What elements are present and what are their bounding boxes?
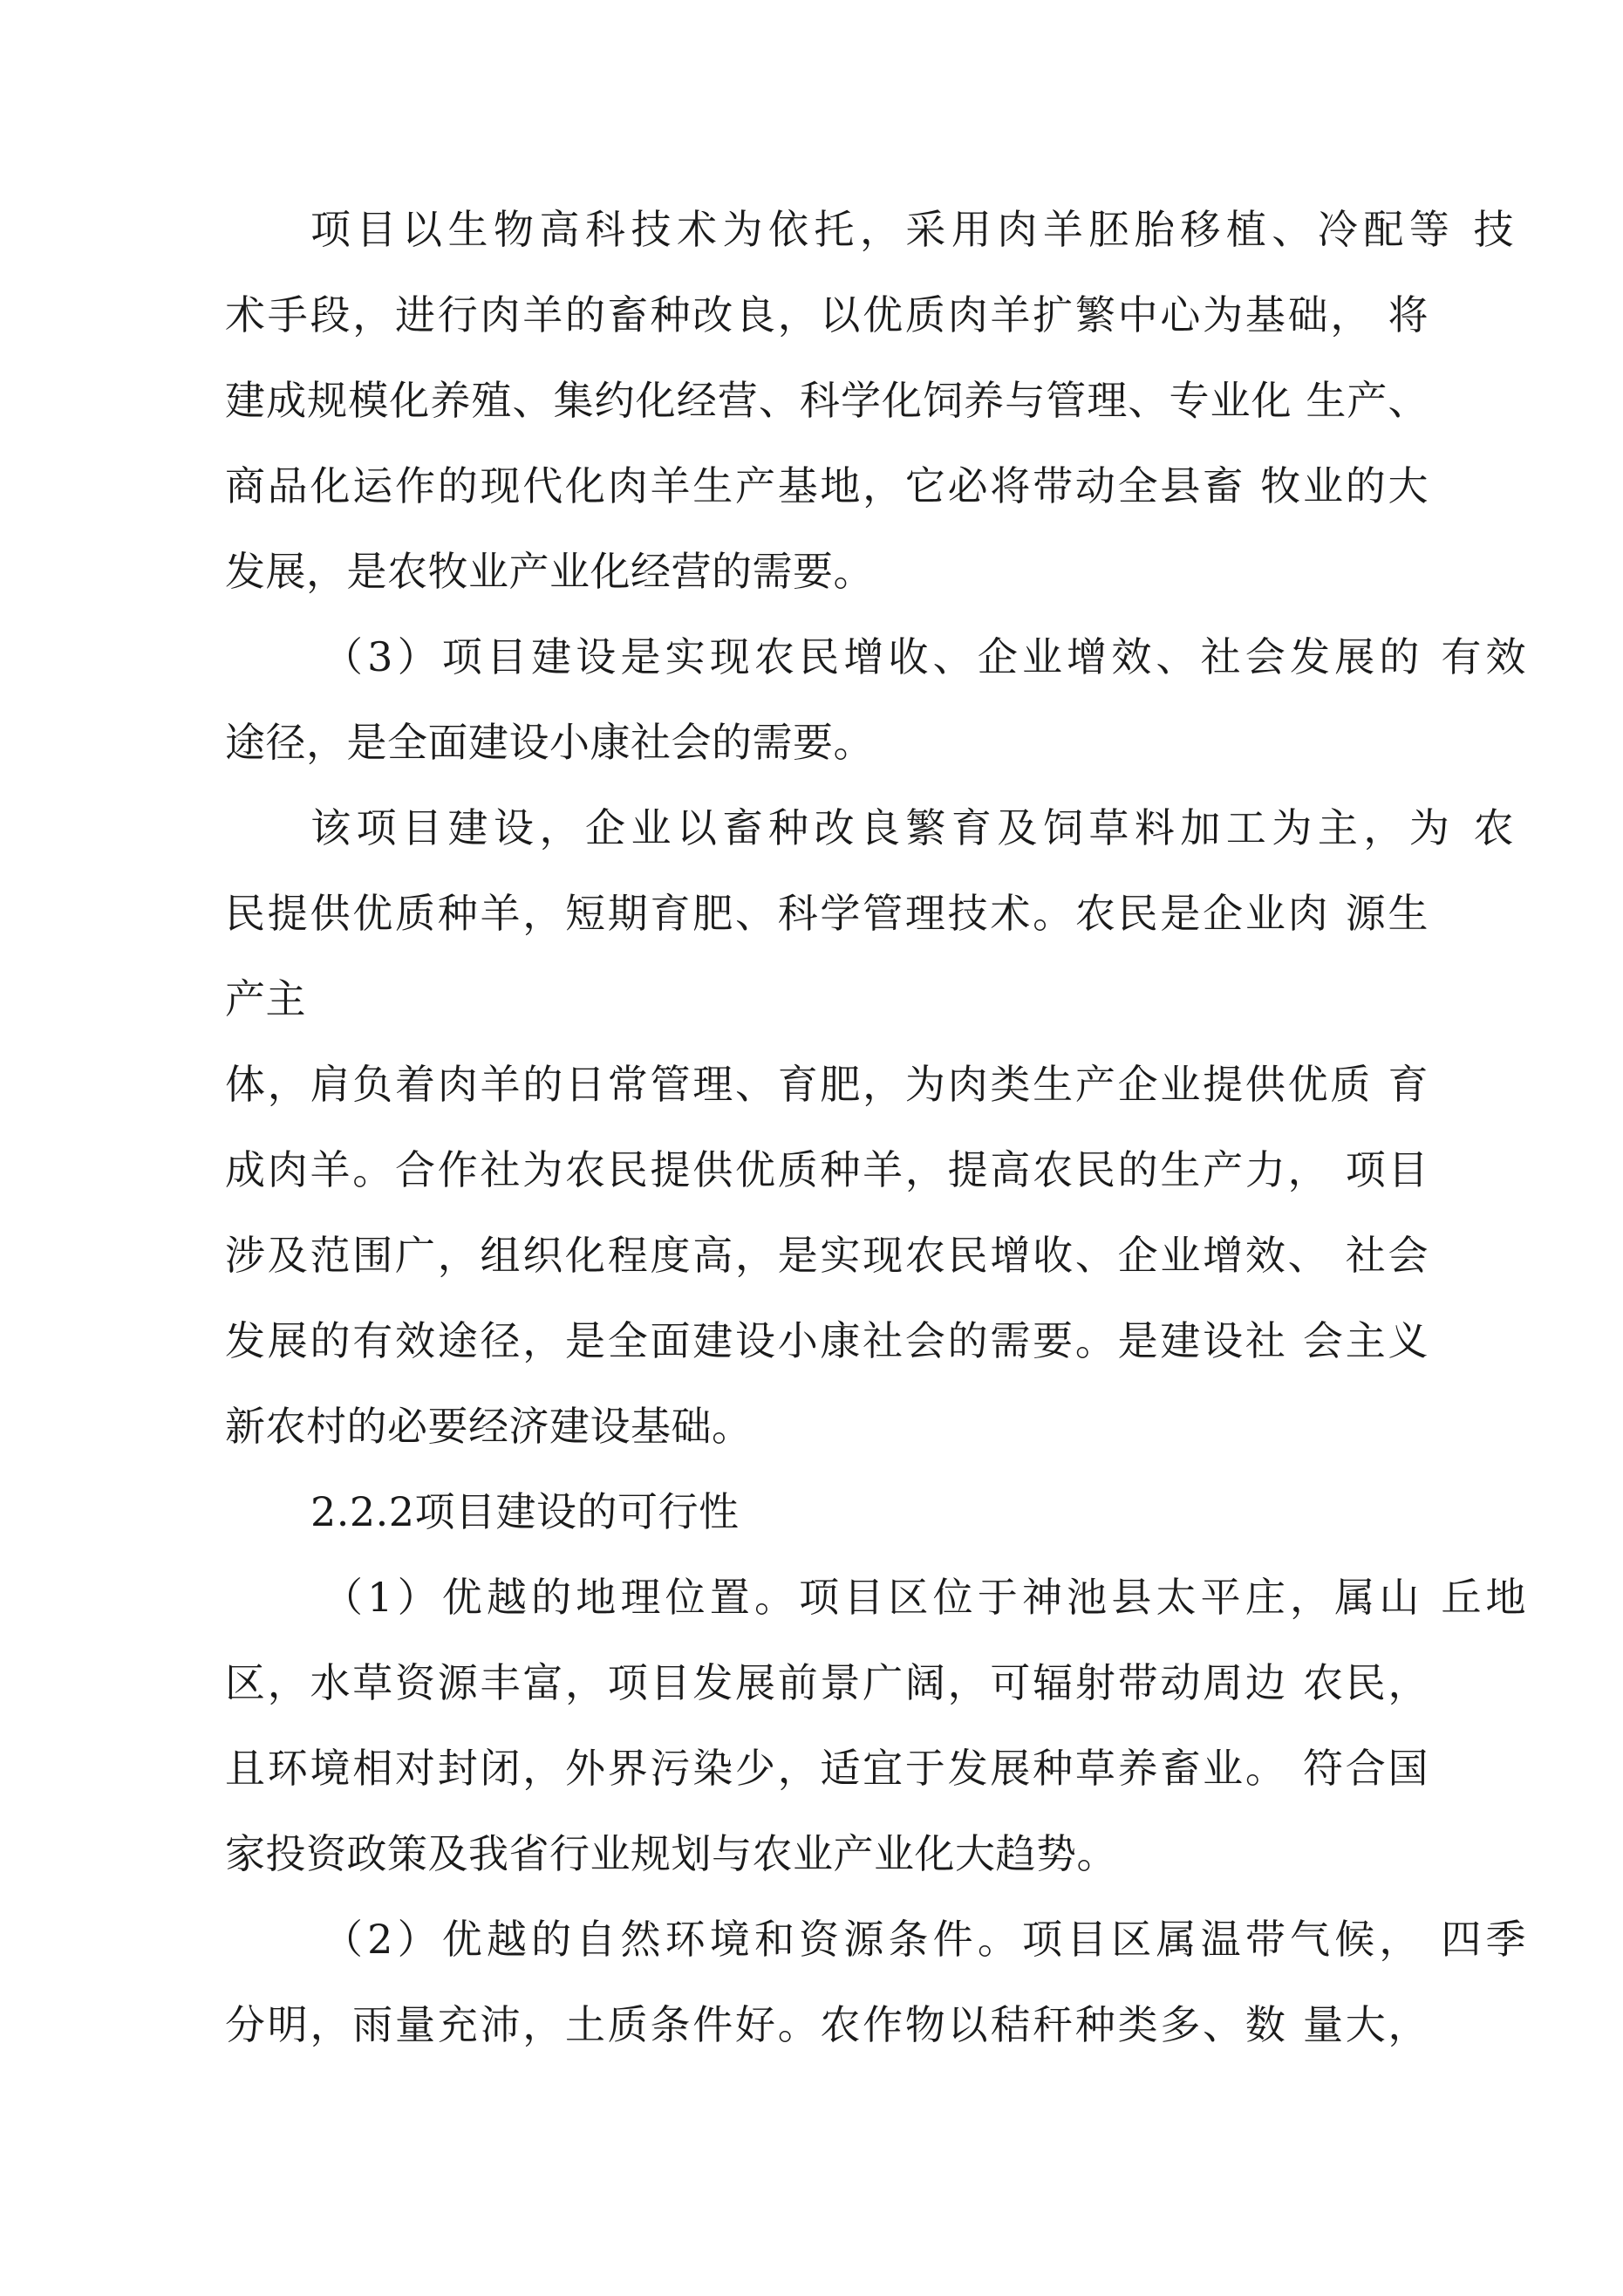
paragraph-4-line-1: （1）优越的地理位置。项目区位于神池县太平庄，属山 丘地 (323, 1574, 1526, 1621)
paragraph-5-line-1: （2）优越的自然环境和资源条件。项目区属温带气候， 四季 (323, 1916, 1526, 1963)
paragraph-2-line-2: 途径，是全面建设小康社会的需要。 (225, 719, 874, 766)
paragraph-3-line-1: 该项目建设，企业以畜种改良繁育及饲草料加工为主，为 农 (310, 804, 1514, 851)
paragraph-1-line-4: 商品化运作的现代化肉羊生产基地，它必将带动全县畜 牧业的大 (225, 462, 1429, 509)
paragraph-3-line-7: 发展的有效途径，是全面建设小康社会的需要。是建设社 会主义 (225, 1317, 1429, 1364)
paragraph-1-line-5: 发展，是农牧业产业化经营的需要。 (225, 548, 874, 595)
paragraph-5-line-2: 分明，雨量充沛，土质条件好。农作物以秸秆种类多、数 量大， (225, 2001, 1429, 2048)
paragraph-3-line-3: 产主 (225, 975, 306, 1022)
paragraph-1-line-1: 项目以生物高科技术为依托，采用肉羊胚胎移植、冷配等 技 (310, 206, 1514, 253)
paragraph-2-line-1: （3）项目建设是实现农民增收、企业增效、社会发展的 有效 (323, 633, 1526, 680)
paragraph-3-line-6: 涉及范围广，组织化程度高，是实现农民增收、企业增效、 社会 (225, 1232, 1429, 1279)
paragraph-4-line-4: 家投资政策及我省行业规划与农业产业化大趋势。 (225, 1830, 1117, 1877)
paragraph-3-line-8: 新农村的必要经济建设基础。 (225, 1403, 753, 1450)
paragraph-4-line-3: 且环境相对封闭，外界污染少，适宜于发展种草养畜业。 符合国 (225, 1745, 1429, 1792)
paragraph-3-line-2: 民提供优质种羊，短期育肥、科学管理技术。农民是企业肉 源生 (225, 890, 1429, 937)
section-heading: 2.2.2项目建设的可行性 (310, 1488, 740, 1535)
paragraph-4-line-2: 区，水草资源丰富，项目发展前景广阔，可辐射带动周边 农民， (225, 1659, 1429, 1706)
paragraph-1-line-3: 建成规模化养殖、集约化经营、科学化饲养与管理、专业化 生产、 (225, 377, 1429, 424)
paragraph-3-line-4: 体，肩负着肉羊的日常管理、育肥，为肉类生产企业提供优质 育 (225, 1061, 1429, 1108)
paragraph-1-line-2: 术手段，进行肉羊的畜种改良，以优质肉羊扩繁中心为基础， 将 (225, 291, 1429, 338)
paragraph-3-line-5: 成肉羊。合作社为农民提供优质种羊，提高农民的生产力， 项目 (225, 1146, 1429, 1193)
